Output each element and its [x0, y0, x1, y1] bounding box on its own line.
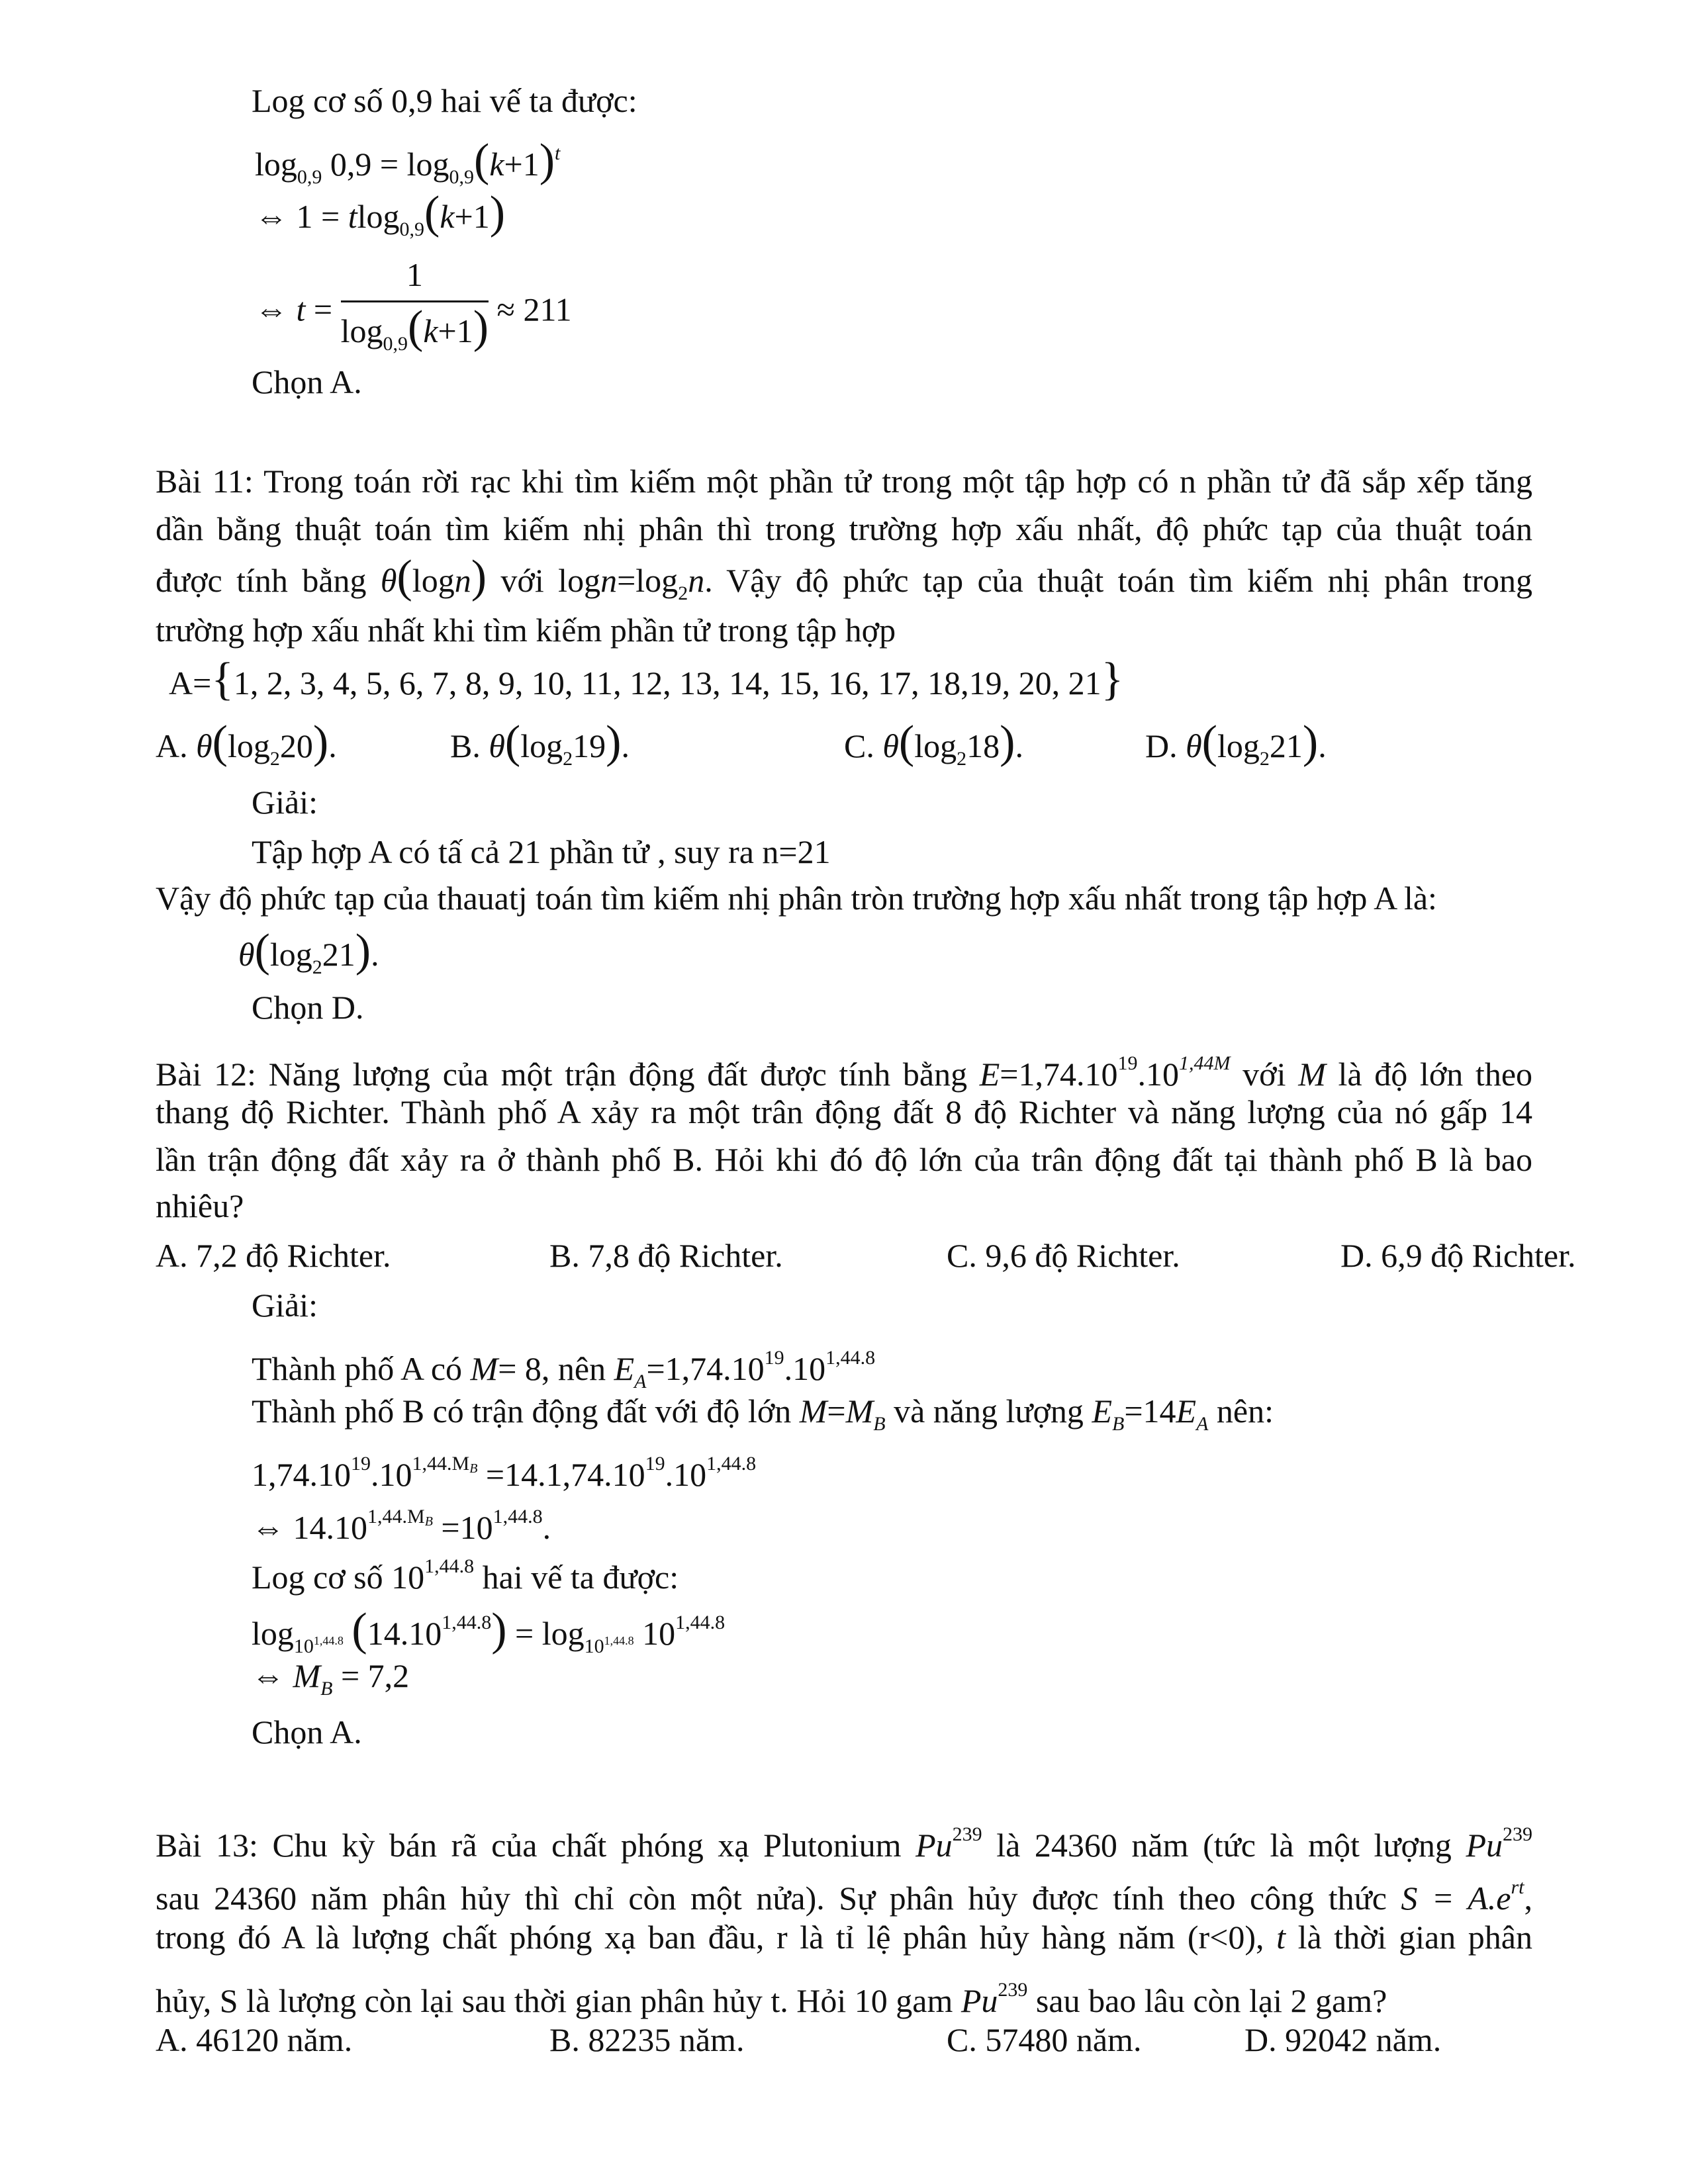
bai11-option-c: C. $\theta(\log_218)$.	[844, 717, 1023, 770]
bai12-solution-line2: Thành phố B có trận động đất với độ lớn $M=M_B$ và năng lượng $E_B=14E_A$ nên:	[252, 1392, 1274, 1435]
bai11-solution-label: Giải:	[252, 784, 318, 821]
bai12-line3: lần trận động đất xảy ra ở thành phố B. Hỏi khi đó độ lớn của trân động đất tại thành phố B là bao	[156, 1141, 1532, 1178]
bai11-line3: được tính bằng θ(logn) với $\log n=\log_2n$. Vậy độ phức tạp của thuật toán tìm kiếm nhị phân trong	[156, 551, 1533, 604]
bai13-option-a: A. 46120 năm.	[156, 2021, 353, 2058]
bai13-line4: hủy, S là lượng còn lại sau thời gian phân hủy t. Hỏi 10 gam Pu$^{239}$ sau bao lâu còn lại 2 gam?	[156, 1979, 1387, 2019]
log-intro: Log cơ số 0,9 hai vế ta được:	[252, 82, 637, 119]
bai12-choose: Chọn A.	[252, 1713, 362, 1751]
bai11-line1: Bài 11: Trong toán rời rạc khi tìm kiếm một phần tử trong một tập hợp có n phần tử đã sắp xếp tăng	[156, 463, 1532, 500]
bai13-option-d: D. 92042 năm.	[1244, 2021, 1442, 2058]
bai12-option-c: C. 9,6 độ Richter.	[947, 1237, 1180, 1274]
bai13-line3: trong đó A là lượng chất phóng xạ ban đầu, r là tỉ lệ phân hủy hàng năm (r<0), t là thời gian phân	[156, 1919, 1533, 1956]
bai13-line2: sau 24360 năm phân hủy thì chỉ còn một nửa). Sự phân hủy được tính theo công thức $S = A.e^{rt}$,	[156, 1876, 1533, 1917]
equation-3: ⇔ t = $\frac{1}{\log_{0,9}(k+1)}$ ≈ 211	[255, 251, 572, 367]
bai11-option-a: A. $\theta(\log_220)$.	[156, 717, 337, 770]
bai11-option-b: B. $\theta(\log_219)$.	[450, 717, 630, 770]
bai12-line2: thang độ Richter. Thành phố A xảy ra một trân động đất 8 độ Richter và năng lượng của nó gấp 14	[156, 1093, 1532, 1130]
fraction: $\frac{1}{\log_{0,9}(k+1)}$	[341, 251, 489, 367]
bai12-option-b: B. 7,8 độ Richter.	[549, 1237, 783, 1274]
bai13-line1: Bài 13: Chu kỳ bán rã của chất phóng xạ Plutonium Pu$^{239}$ là 24360 năm (tức là một lượng Pu$^{239}$	[156, 1823, 1532, 1864]
bai11-line4: trường hợp xấu nhất khi tìm kiếm phần tử trong tập hợp	[156, 612, 896, 649]
bai13-option-c: C. 57480 năm.	[947, 2021, 1142, 2058]
bai12-solution-line4: ⇔ $14.10^{1,44.MB} =10^{1,44.8}$.	[252, 1506, 551, 1546]
bai12-solution-line5: Log cơ số $10^{1,44.8}$ hai vế ta được:	[252, 1555, 679, 1596]
bai12-option-d: D. 6,9 độ Richter.	[1340, 1237, 1576, 1274]
bai12-solution-line3: $1,74.10^{19}.10^{1,44.MB} =14.1,74.10^{19}.10^{1,44.8}$	[252, 1453, 757, 1493]
bai12-line4: nhiêu?	[156, 1187, 244, 1224]
bai12-solution-line7: ⇔ $M_B = 7,2$	[252, 1657, 410, 1700]
choose-answer-top: Chọn A.	[252, 363, 362, 400]
equation-1: $\log_{0,9} 0,9 = \log_{0,9}(k+1)^t$	[255, 135, 561, 188]
bai11-choose: Chọn D.	[252, 989, 364, 1026]
equation-2: ⇔ 1 = tlog$_{0,9}$(k+1)	[255, 187, 506, 240]
bai11-solution-result: $\theta(\log_221)$.	[238, 925, 379, 978]
bai12-solution-line6: $\log_{10^{1,44.8}} (14.10^{1,44.8}) = \log_{10^{1,44.8}} 10^{1,44.8}$	[252, 1604, 726, 1657]
bai12-line1: Bài 12: Năng lượng của một trận động đất được tính bằng $E=1,74.10^{19}.10^{1,44M}$ với M là độ lớn theo	[156, 1052, 1533, 1093]
bai12-solution-label: Giải:	[252, 1287, 318, 1324]
bai11-solution-line1: Tập hợp A có tấ cả 21 phần tử , suy ra n=21	[252, 833, 831, 870]
bai11-set: A={1, 2, 3, 4, 5, 6, 7, 8, 9, 10, 11, 12, 13, 14, 15, 16, 17, 18,19, 20, 21}	[169, 654, 1124, 705]
bai11-option-d: D. $\theta(\log_221)$.	[1145, 717, 1327, 770]
bai11-line2: dần bằng thuật toán tìm kiếm nhị phân thì trong trường hợp xấu nhất, độ phức tạp của thuật toán	[156, 510, 1532, 547]
bai12-solution-line1: Thành phố A có M= 8, nên $E_A=1,74.10^{19}.10^{1,44.8}$	[252, 1347, 876, 1392]
bai12-option-a: A. 7,2 độ Richter.	[156, 1237, 391, 1274]
bai13-option-b: B. 82235 năm.	[549, 2021, 745, 2058]
bai11-solution-line2: Vậy độ phức tạp của thauatj toán tìm kiếm nhị phân tròn trường hợp xấu nhất trong tập hợp A là:	[156, 880, 1437, 917]
